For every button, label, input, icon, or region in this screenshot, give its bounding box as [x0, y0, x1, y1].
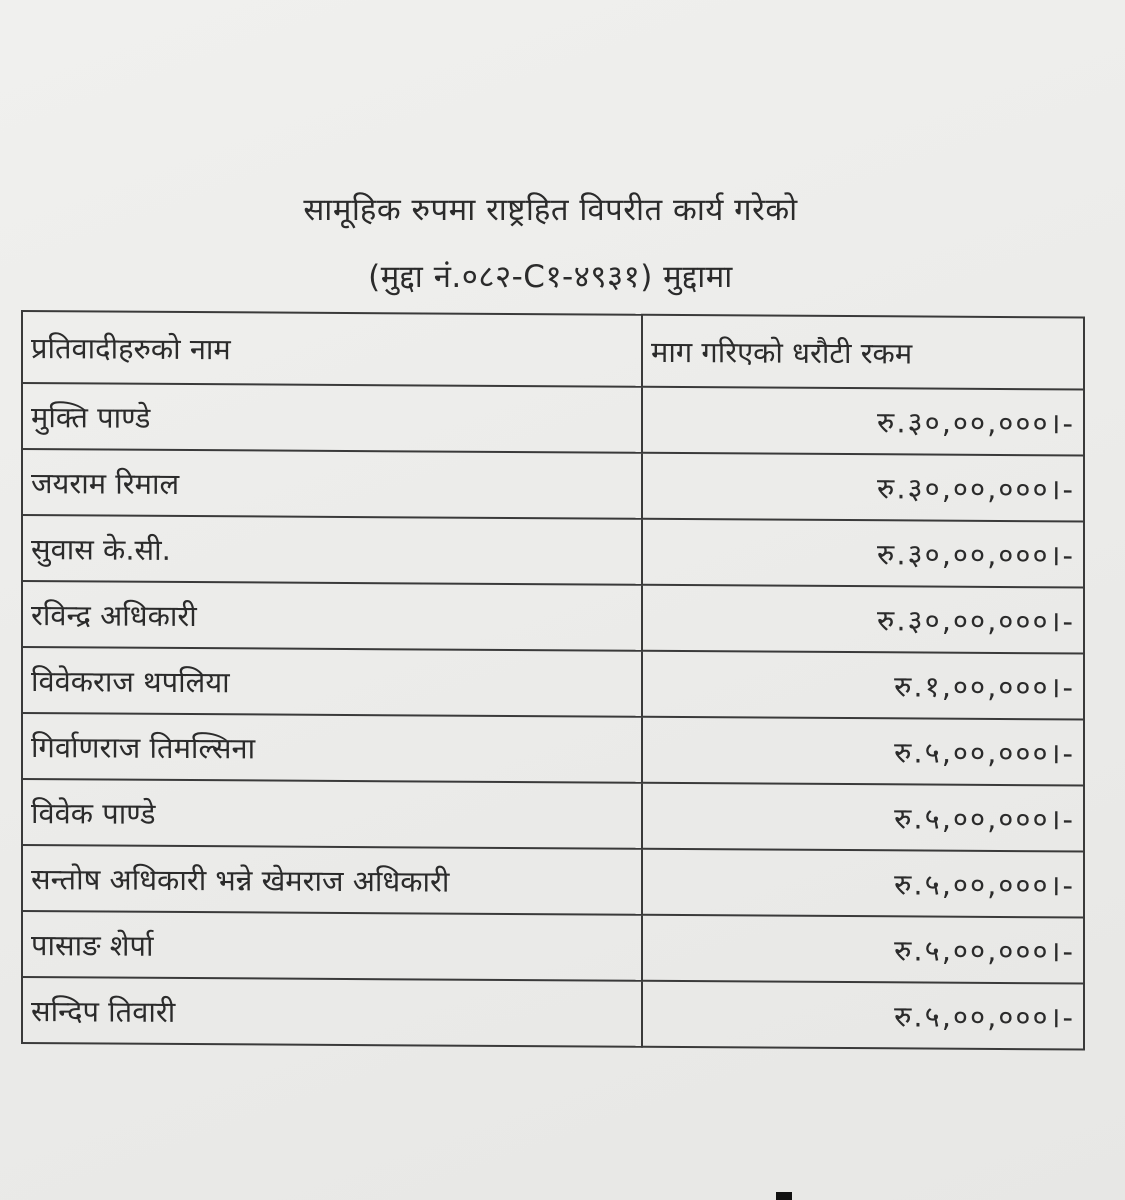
bail-amount: रु.५,००,०००।-: [642, 783, 1084, 852]
header-defendant-name: प्रतिवादीहरुको नाम: [22, 311, 642, 387]
table-row: [22, 581, 1084, 653]
bail-amount: रु.१,००,०००।-: [642, 651, 1084, 720]
table-row: [22, 713, 1084, 785]
table-row: [22, 647, 1084, 719]
bail-amount: रु.३०,००,०००।-: [642, 453, 1084, 522]
defendant-name: सुवास के.सी.: [22, 515, 642, 585]
table-row: [22, 977, 1084, 1049]
defendant-name: गिर्वाणराज तिमल्सिना: [22, 713, 642, 783]
defendant-name: विवेकराज थपलिया: [22, 647, 642, 717]
table-row: [22, 515, 1084, 587]
table-row: [22, 845, 1084, 917]
defendant-name: पासाङ शेर्पा: [22, 911, 642, 981]
header-bail-amount: माग गरिएको धरौटी रकम: [642, 315, 1084, 390]
document-title-line-2: (मुद्दा नं.०८२-C१-४९३१) मुद्दामा: [368, 259, 733, 295]
bail-amount: रु.३०,००,०००।-: [642, 519, 1084, 588]
defendant-name: जयराम रिमाल: [22, 449, 642, 519]
defendant-name: रविन्द्र अधिकारी: [22, 581, 642, 651]
defendant-name: सन्तोष अधिकारी भन्ने खेमराज अधिकारी: [22, 845, 642, 915]
bail-amount: रु.३०,००,०००।-: [642, 585, 1084, 654]
scan-artifact-mark: [776, 1192, 792, 1200]
defendant-name: विवेक पाण्डे: [22, 779, 642, 849]
defendant-name: सन्दिप तिवारी: [22, 977, 642, 1047]
table-row: [22, 449, 1084, 521]
bail-amount: रु.५,००,०००।-: [642, 717, 1084, 786]
defendant-name: मुक्ति पाण्डे: [22, 383, 642, 453]
table-row: [22, 911, 1084, 983]
table-row: [22, 383, 1084, 455]
table-row: [22, 779, 1084, 851]
bail-amount-table: [21, 310, 1085, 1050]
bail-amount: रु.३०,००,०००।-: [642, 387, 1084, 456]
bail-amount: रु.५,००,०००।-: [642, 915, 1084, 984]
table-header-row: [22, 311, 1084, 389]
bail-amount: रु.५,००,०००।-: [642, 981, 1084, 1050]
document-title-line-1: सामूहिक रुपमा राष्ट्रहित विपरीत कार्य गरेको: [303, 192, 798, 228]
bail-amount: रु.५,००,०००।-: [642, 849, 1084, 918]
